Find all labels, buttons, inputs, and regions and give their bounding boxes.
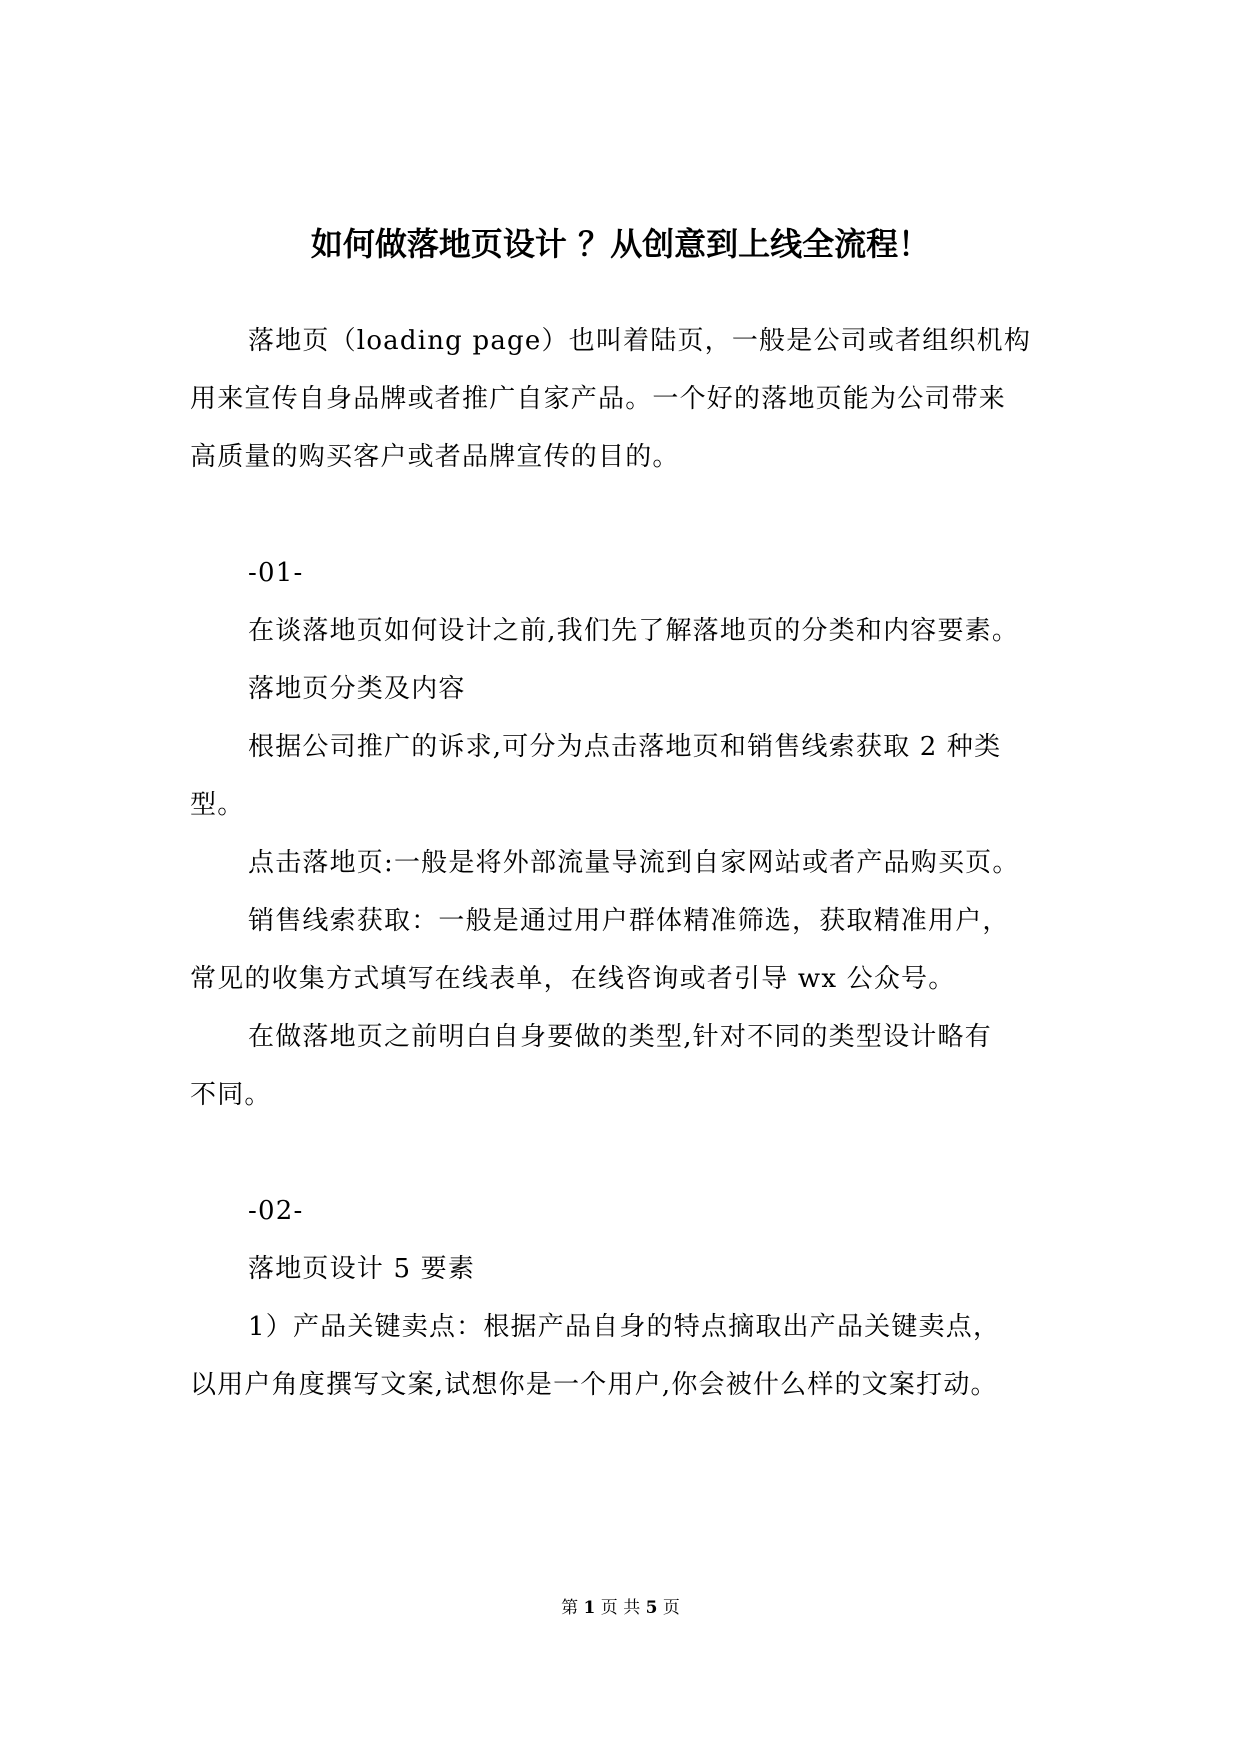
page-footer [0,1596,1241,1620]
section-marker-01: -01- [248,558,304,588]
section-marker-02: -02- [248,1196,304,1226]
current-page-number: 1 [583,1598,596,1618]
section2-heading: 落地页设计 5 要素 [248,1254,476,1284]
section1-line-8: 在做落地页之前明白自身要做的类型,针对不同的类型设计略有 [248,1022,992,1052]
section1-line-1: 在谈落地页如何设计之前,我们先了解落地页的分类和内容要素。 [248,616,1020,646]
section1-line-9: 不同。 [190,1080,272,1110]
footer-middle: 页 共 [600,1598,641,1618]
section2-line-2: 1）产品关键卖点：根据产品自身的特点摘取出产品关键卖点， [248,1312,1001,1342]
section1-heading: 落地页分类及内容 [248,674,466,704]
intro-line-2: 用来宣传自身品牌或者推广自家产品。一个好的落地页能为公司带来 [190,384,1007,414]
document-title: 如何做落地页设计 ？从创意到上线全流程！ [310,225,931,263]
section1-line-7: 常见的收集方式填写在线表单，在线咨询或者引导 wx 公众号。 [190,964,956,994]
intro-line-1: 落地页（loading page）也叫着陆页，一般是公司或者组织机构 [248,326,1032,356]
intro-line-3: 高质量的购买客户或者品牌宣传的目的。 [190,442,680,472]
section1-line-6: 销售线索获取：一般是通过用户群体精准筛选，获取精准用户， [248,906,1010,936]
total-page-number: 5 [645,1598,658,1618]
section1-line-4: 型。 [190,790,245,820]
section1-line-3: 根据公司推广的诉求,可分为点击落地页和销售线索获取 2 种类 [248,732,1002,762]
section1-line-5: 点击落地页:一般是将外部流量导流到自家网站或者产品购买页。 [248,848,1020,878]
footer-suffix: 页 [662,1598,680,1618]
section2-line-3: 以用户角度撰写文案,试想你是一个用户,你会被什么样的文案打动。 [190,1370,998,1400]
footer-prefix: 第 [561,1598,579,1618]
